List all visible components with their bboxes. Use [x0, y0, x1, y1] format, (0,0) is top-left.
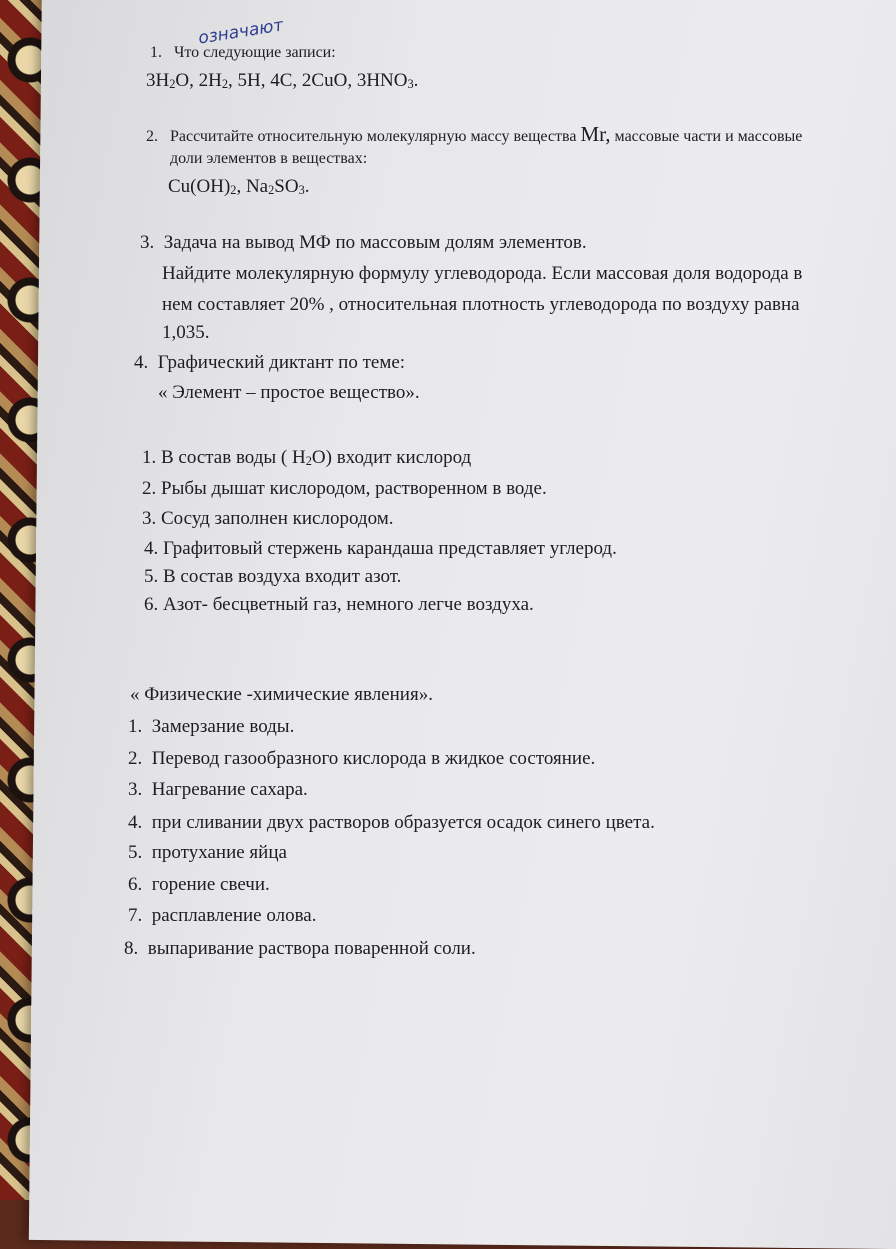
- paper-sheet: [29, 0, 896, 1249]
- task-3-line-1: 3. Задача на вывод МФ по массовым долям элементов.: [140, 232, 587, 253]
- dictation-item-2: 2. Рыбы дышат кислородом, растворенном в воде.: [142, 478, 547, 499]
- dictation-item-3: 3. Сосуд заполнен кислородом.: [142, 508, 394, 529]
- phenomena-item-2: 2. Перевод газообразного кислорода в жидкое состояние.: [128, 748, 596, 769]
- task-2-formulas: $Cu(OH)_2$, $Na_2SO_3$.: [168, 176, 310, 197]
- task-4-line-2: « Элемент – простое вещество».: [158, 382, 420, 403]
- dictation-item-1: 1. В состав воды ( $H_2O$) входит кислород: [142, 447, 472, 468]
- phenomena-item-8: 8. выпаривание раствора поваренной соли.: [124, 938, 476, 959]
- task-2-line-1: 2. Рассчитайте относительную молекулярную массу вещества Mr, массовые части и массовые: [146, 122, 803, 146]
- dictation-item-6: 6. Азот- бесцветный газ, немного легче воздуха.: [144, 594, 534, 615]
- task-3-line-4: 1,035.: [162, 322, 210, 343]
- task-1-text: Что следующие записи:: [174, 44, 336, 61]
- dictation-item-4: 4. Графитовый стержень карандаша представляет углерод.: [144, 538, 617, 559]
- task-1-formulas: $3H_2O$, $2H_2$, 5H, 4C, 2CuO, $3HNO_3$.: [146, 70, 419, 91]
- phenomena-item-1: 1. Замерзание воды.: [128, 716, 295, 737]
- dictation-item-5: 5. В состав воздуха входит азот.: [144, 566, 402, 587]
- phenomena-item-3: 3. Нагревание сахара.: [128, 779, 308, 800]
- phenomena-item-5: 5. протухание яйца: [128, 842, 287, 863]
- phenomena-item-4: 4. при сливании двух растворов образуется осадок синего цвета.: [128, 812, 655, 833]
- phenomena-item-7: 7. расплавление олова.: [128, 905, 317, 926]
- task-2-line-2: доли элементов в веществах:: [170, 150, 368, 167]
- task-1-line: [150, 44, 336, 62]
- task-4-line-1: 4. Графический диктант по теме:: [134, 352, 406, 373]
- phenomena-title: « Физические -химические явления».: [130, 684, 433, 705]
- task-1-number: 1.: [150, 44, 162, 61]
- phenomena-item-6: 6. горение свечи.: [128, 874, 270, 895]
- handwritten-note: означают: [196, 15, 285, 49]
- task-3-line-3: нем составляет 20% , относительная плотность углеводорода по воздуху равна: [162, 294, 800, 315]
- task-3-line-2: Найдите молекулярную формулу углеводорода. Если массовая доля водорода в: [162, 263, 803, 284]
